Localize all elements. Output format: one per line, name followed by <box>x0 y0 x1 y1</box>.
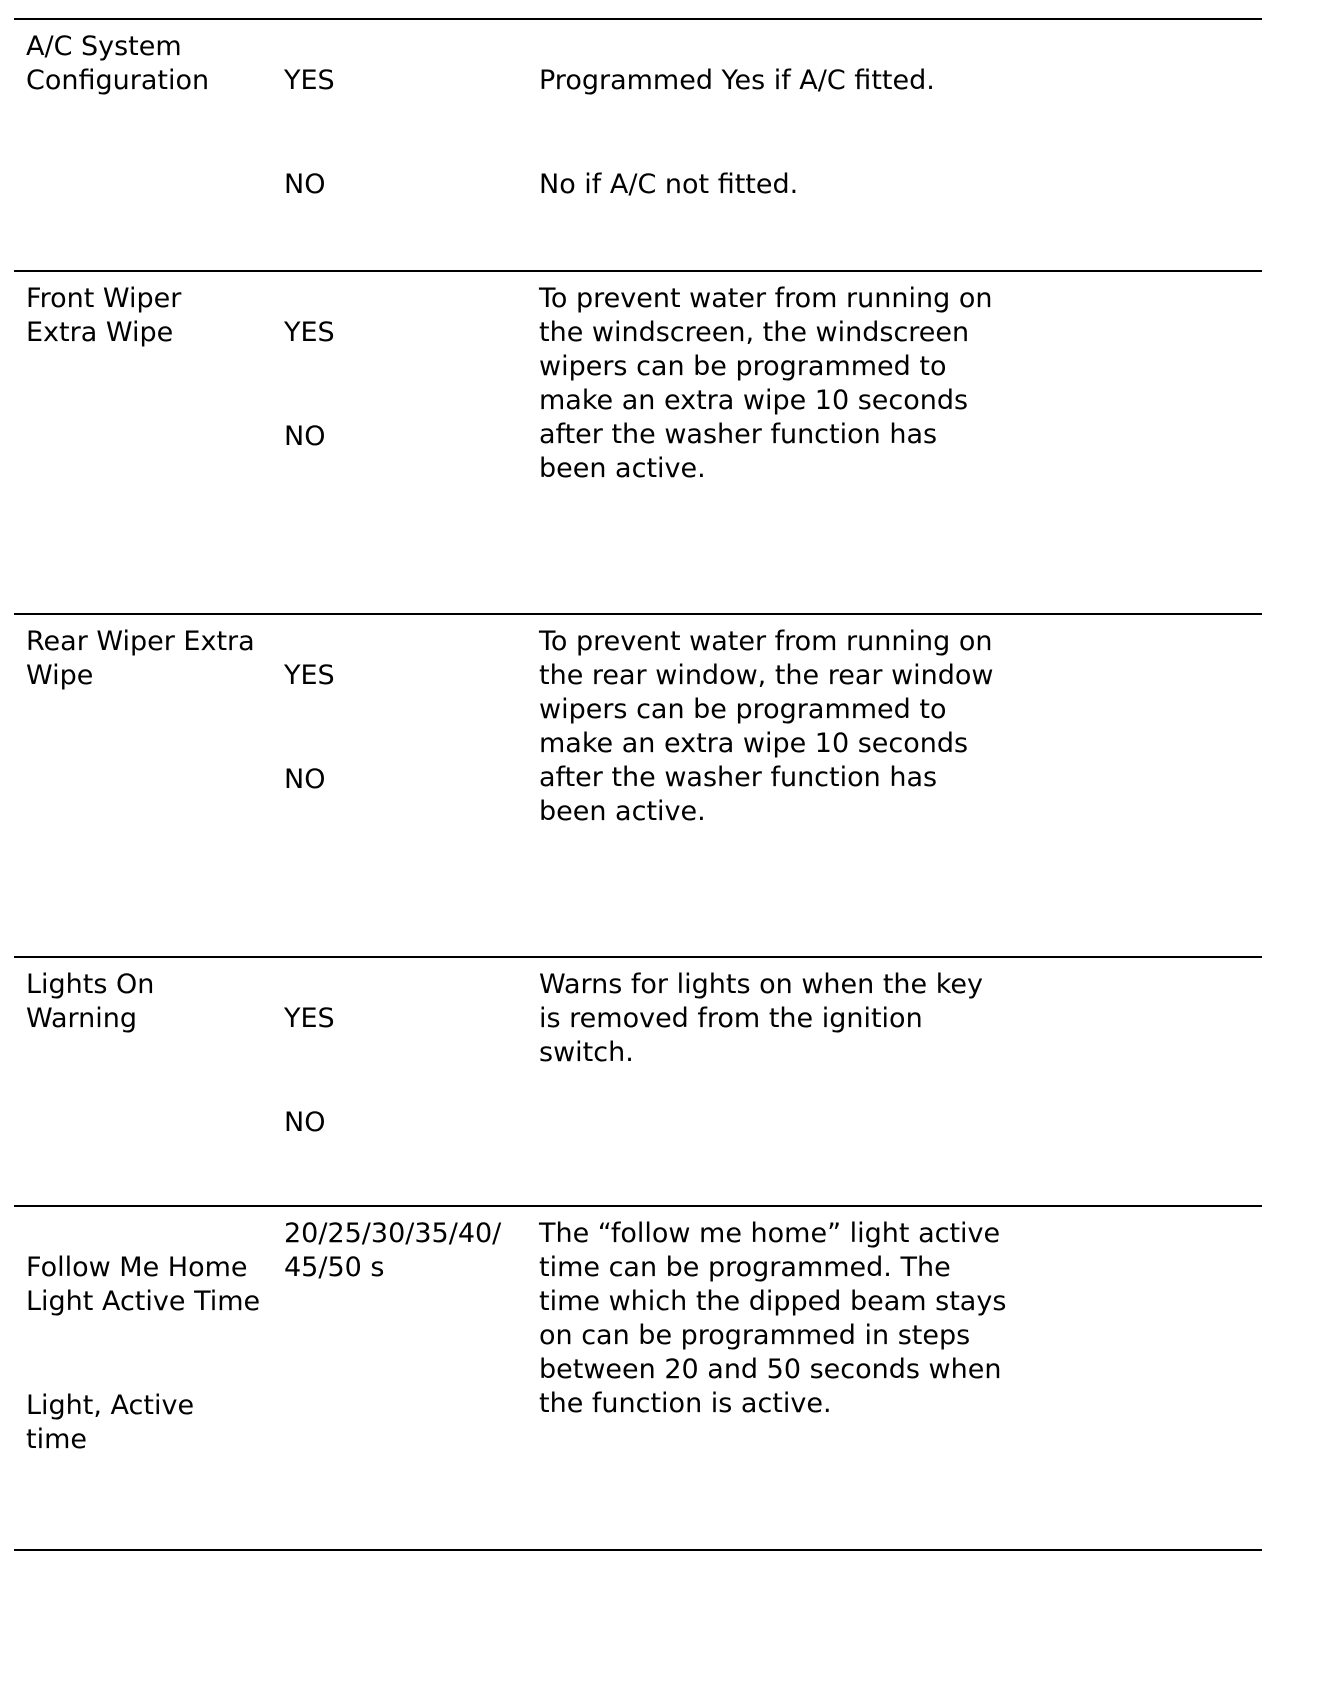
setting-options <box>284 30 554 236</box>
setting-options <box>284 282 554 488</box>
setting-name-primary: Follow Me Home Light Active Time <box>26 1252 261 1317</box>
setting-description: To prevent water from running on the rear window, the rear window wipers can be programmed to make an extra wipe 10 seconds after the washer function has been active. <box>539 626 994 827</box>
table-row <box>14 613 1262 956</box>
option-no: NO <box>284 1107 326 1138</box>
table-bottom-rule <box>14 1549 1262 1551</box>
option-yes: YES <box>284 65 335 96</box>
option-yes: YES <box>284 660 335 691</box>
setting-name: A/C System Configuration <box>26 31 210 96</box>
table-row <box>14 956 1262 1205</box>
setting-name: Rear Wiper Extra Wipe <box>26 626 255 691</box>
table-row <box>14 1205 1262 1549</box>
setting-name <box>26 1217 296 1491</box>
option-no: NO <box>284 169 326 200</box>
setting-options <box>284 968 554 1174</box>
setting-options <box>284 625 554 831</box>
setting-description: The “follow me home” light active time can be programmed. The time which the dipped beam stays on can be programmed in steps between 20 and 50 seconds when the function is active. <box>539 1218 1007 1419</box>
setting-name: Front Wiper Extra Wipe <box>26 283 182 348</box>
setting-options: 20/25/30/35/40/ 45/50 s <box>284 1218 502 1283</box>
setting-name: Lights On Warning <box>26 969 155 1034</box>
description-no: No if A/C not fitted. <box>539 169 799 200</box>
table-row <box>14 270 1262 613</box>
option-yes: YES <box>284 1003 335 1034</box>
option-yes: YES <box>284 317 335 348</box>
table-row <box>14 18 1262 270</box>
setting-description <box>539 30 1059 236</box>
option-no: NO <box>284 764 326 795</box>
setting-description: To prevent water from running on the windscreen, the windscreen wipers can be programmed to make an extra wipe 10 seconds after the washer function has been active. <box>539 283 993 484</box>
description-yes: Programmed Yes if A/C fitted. <box>539 65 935 96</box>
setting-name-secondary: Light, Active time <box>26 1390 195 1455</box>
option-no: NO <box>284 421 326 452</box>
setting-description: Warns for lights on when the key is removed from the ignition switch. <box>539 969 983 1068</box>
